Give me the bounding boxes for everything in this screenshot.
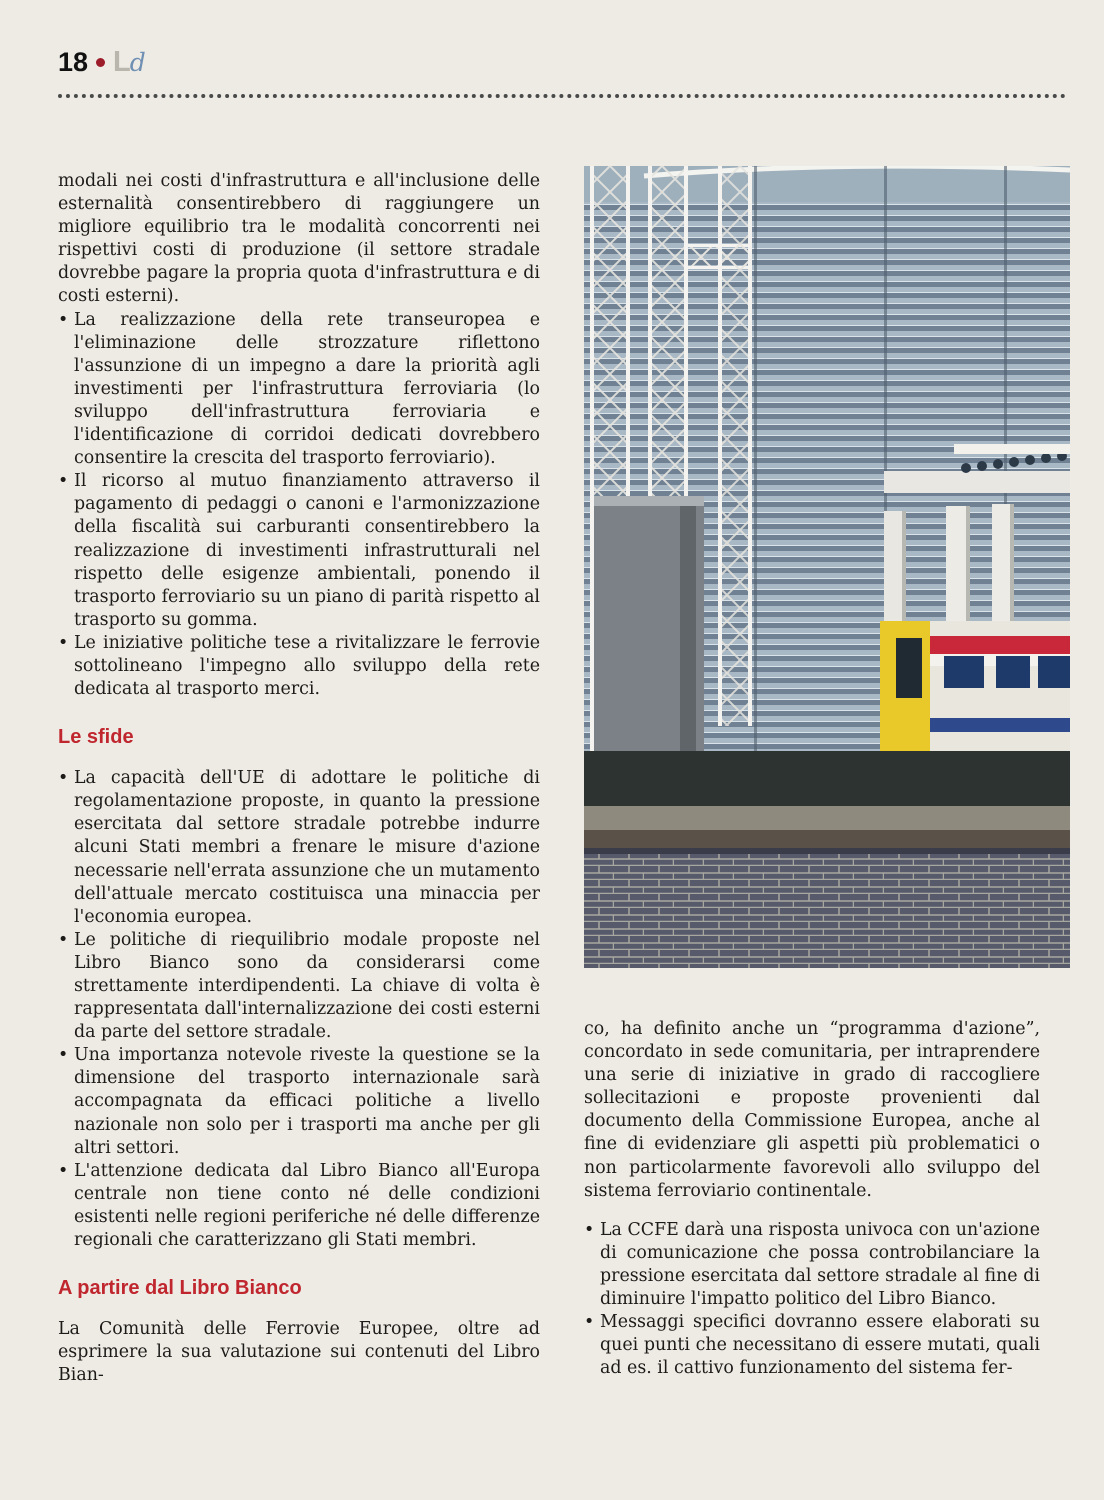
railway-photo <box>584 166 1070 968</box>
right-column <box>584 1018 1040 1380</box>
bullet-list-challenges <box>58 767 540 1252</box>
list-item: • La capacità dell'UE di adottare le politiche di regolamentazione proposte, in quanto la pressione esercitata dal settore stradale potrebbe indurre alcuni Stati membri a frenare le misure d'azione necessarie nell'errata assunzione che un mutamento dell'attuale mercato costituisca una minaccia per l'economia europea. <box>58 767 540 929</box>
magazine-logo <box>113 46 145 79</box>
section-heading-challenges: Le sfide <box>58 726 134 749</box>
list-item: • L'attenzione dedicata dal Libro Bianco all'Europa centrale non tiene conto né delle condizioni esistenti nelle regioni periferiche né delle differenze regionali che caratterizzano gli Stati membri. <box>58 1160 540 1252</box>
closing-paragraph: La Comunità delle Ferrovie Europee, oltre ad esprimere la sua valutazione sui contenuti del Libro Bian- <box>58 1319 540 1386</box>
action-programme-paragraph: co, ha definito anche un “programma d'azione”, concordato in sede comunitaria, per intraprendere una serie di iniziative in grado di raccogliere sollecitazioni e proposte provenienti dal documento della Commissione Europea, anche al fine di evidenziare gli aspetti più problematici o non particolarmente favorevoli allo sviluppo del sistema ferroviario continentale. <box>584 1019 1040 1201</box>
list-item: • Il ricorso al mutuo finanziamento attraverso il pagamento di pedaggi o canoni e l'armonizzazione della fiscalità sui carburanti consentirebbero la realizzazione di investimenti infrastrutturali nel rispetto delle esigenze ambientali, ponendo il trasporto ferroviario su un piano di parità rispetto al trasporto su gomma. <box>58 470 540 632</box>
logo-letter: L <box>113 45 130 78</box>
list-item: • La CCFE darà una risposta univoca con un'azione di comunicazione che possa controbilanciare la pressione esercitata dal settore stradale al fine di diminuire l'impatto politico del Libro Bianco. <box>584 1219 1040 1311</box>
bullet-list-priorities <box>58 309 540 702</box>
list-item: • La realizzazione della rete transeuropea e l'eliminazione delle strozzature riflettono l'assunzione di un impegno a dare la priorità agli investimenti per l'infrastruttura ferroviaria (lo sviluppo dell'infrastruttura ferroviaria e l'identificazione di corridoi dedicati dovrebbero consentire la crescita del trasporto ferroviario). <box>58 309 540 471</box>
intro-paragraph: modali nei costi d'infrastruttura e all'inclusione delle esternalità consentirebbero di raggiungere un migliore equilibrio tra le modalità concorrenti nei rispettivi costi di produzione (il settore stradale dovrebbe pagare la propria quota d'infrastruttura e di costi esterni). <box>58 171 540 307</box>
bullet-list-actions <box>584 1219 1040 1381</box>
list-item: • Le politiche di riequilibrio modale proposte nel Libro Bianco sono da considerarsi come strettamente interdipendenti. La chiave di volta è rappresentata dall'internalizzazione dei costi esterni da parte del settore stradale. <box>58 929 540 1044</box>
header-separator-dot <box>96 58 105 67</box>
page-header <box>58 40 145 84</box>
list-item: • Le iniziative politiche tese a rivitalizzare le ferrovie sottolineano l'impegno allo sviluppo della rete dedicata al trasporto merci. <box>58 632 540 701</box>
left-column <box>58 170 540 1387</box>
logo-italic-letter: d <box>129 47 145 77</box>
list-item: • Messaggi specifici dovranno essere elaborati su quei punti che necessitano di essere mutati, quali ad es. il cattivo funzionamento del sistema fer- <box>584 1311 1040 1380</box>
railway-photo-illustration <box>584 166 1070 968</box>
section-heading-white-paper: A partire dal Libro Bianco <box>58 1277 302 1300</box>
page-number: 18 <box>58 46 89 77</box>
list-item: • Una importanza notevole riveste la questione se la dimensione del trasporto internazionale sarà accompagnata da efficaci politiche a livello nazionale non solo per i trasporti ma anche per gli altri settori. <box>58 1044 540 1159</box>
header-divider <box>58 94 1066 98</box>
